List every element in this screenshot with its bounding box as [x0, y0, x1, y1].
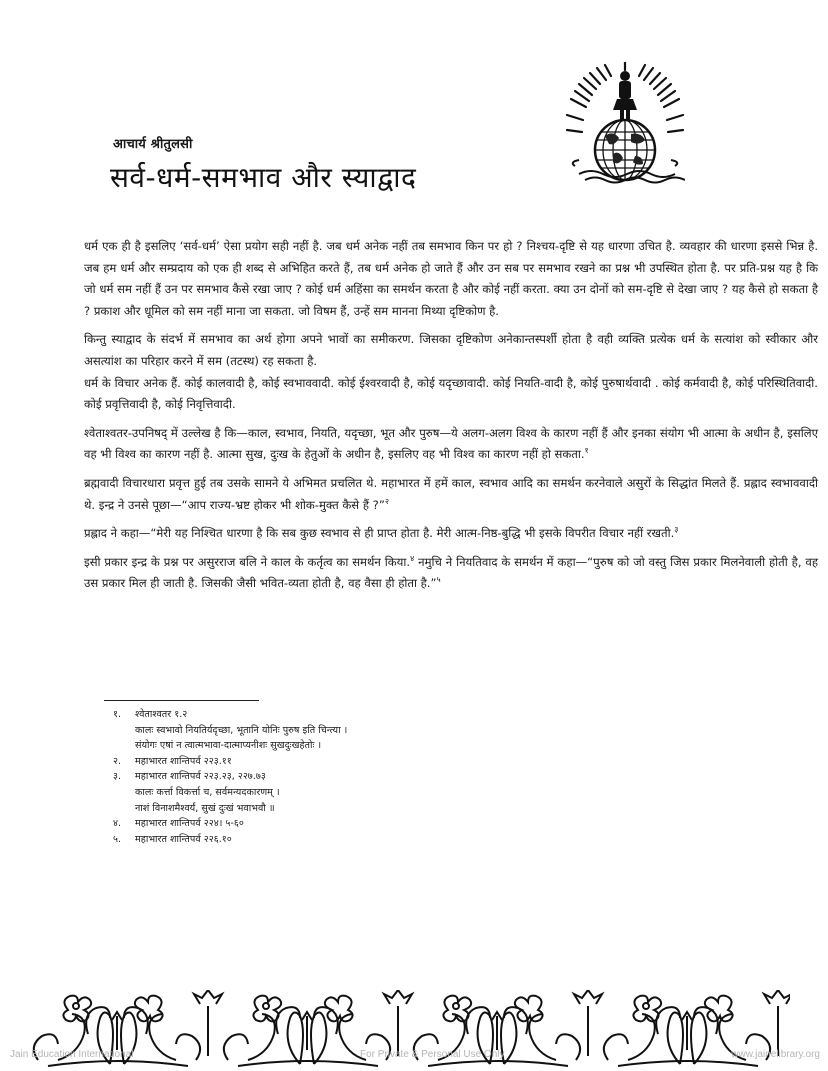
footnote-marker[interactable]: ३: [674, 525, 679, 535]
footnote-3: [113, 769, 533, 785]
paragraph-1: [84, 236, 818, 322]
watermark-url[interactable]: www.jainelibrary.org: [731, 1049, 820, 1060]
paragraph-4: [84, 423, 818, 466]
paragraph-text: श्वेताश्वतर-उपनिषद् में उल्लेख है कि—काल, स्वभाव, नियति, यदृच्छा, भूत और पुरुष—ये अलग-अलग विश्व के कारण नहीं हैं और इनका संयोग भी आत्मा के अधीन है, इसलिए वह भी विश्व का कारण नहीं है. आत्मा सुख, दुःख के हेतुओं के अधीन है, इसलिए वह भी विश्व का कारण नहीं हो सकता.: [84, 425, 818, 462]
paragraph-text: ब्रह्मवादी विचारधारा प्रवृत्त हुई तब उसके सामने ये अभिमत प्रचलित थे. महाभारत में हमें काल, स्वभाव आदि का समर्थन करनेवाले असुरों के सिद्धांत मिलते हैं. प्रह्लाद स्वभाववादी थे. इन्द्र ने उनसे पूछा—“आप राज्य-भ्रष्ट होकर भी शोक-मुक्त कैसे हैं ?”: [84, 475, 818, 512]
footnote-reference: महाभारत शान्तिपर्व २२४। ५-६०: [135, 818, 244, 830]
paragraph-text: धर्म के विचार अनेक हैं. कोई कालवादी है, कोई स्वभाववादी. कोई ईश्वरवादी है, कोई यदृच्छावादी. कोई नियति-वादी है, कोई पुरुषार्थवादी . कोई कर्मवादी है, कोई परिस्थितिवादी. कोई प्रवृत्तिवादी है, कोई निवृत्तिवादी.: [84, 375, 818, 412]
paragraph-5: [84, 473, 818, 516]
paragraph-text: इसी प्रकार इन्द्र के प्रश्न पर असुरराज बलि ने काल के कर्तृत्व का समर्थन किया.: [84, 554, 411, 569]
footnote-number: २.: [113, 755, 122, 767]
footnote-number: ५.: [113, 833, 122, 845]
paragraph-7: [84, 552, 818, 595]
watermark-middle: For Private & Personal Use Only: [360, 1049, 505, 1060]
footnote-number: ४.: [113, 818, 122, 830]
paragraph-text: प्रह्लाद ने कहा—“मेरी यह निश्चित धारणा है कि सब कुछ स्वभाव से ही प्राप्त होता है. मेरी आत्म-निष्ठ-बुद्धि भी इसके विपरीत विचार नहीं रखती.: [84, 526, 675, 541]
footnote-verse: संयोगः एषां न त्वात्मभावा-दात्माप्यनीशः सुखदुःखहेतोः ।: [135, 740, 322, 752]
footnotes: [113, 707, 533, 847]
footnote-1: [113, 707, 533, 723]
paragraph-3: [84, 373, 818, 416]
footnote-2: [113, 754, 533, 770]
watermark-left: Jain Education International: [10, 1049, 134, 1060]
footnote-verse: कालः स्वभावो नियतिर्यदृच्छा, भूतानि योनिः पुरुष इति चिन्त्या ।: [135, 724, 348, 736]
article-body: [84, 236, 818, 602]
footnote-number: ३.: [113, 771, 122, 783]
footnote-5: [113, 832, 533, 848]
footnote-4: [113, 816, 533, 832]
footnote-reference: महाभारत शान्तिपर्व २२३.११: [135, 755, 232, 767]
footnote-divider: [104, 700, 259, 701]
author-name: आचार्य श्रीतुलसी: [113, 137, 193, 152]
footnote-marker[interactable]: १: [584, 446, 589, 456]
footnote-reference: महाभारत शान्तिपर्व २२६.१०: [135, 833, 232, 845]
footnote-number: १.: [113, 709, 122, 720]
globe-with-figure-emblem: [565, 62, 685, 188]
footnote-reference: श्वेताश्वतर १.२: [135, 709, 188, 720]
footnote-verse: नाशं विनाशमैश्वर्यं, सुखं दुःखं भवाभवौ ॥: [135, 802, 275, 814]
footnote-marker[interactable]: ५: [436, 575, 441, 585]
paragraph-6: [84, 523, 818, 545]
footnote-verse: कालः कर्त्ता विकर्त्ता च, सर्वमन्यदकारणम् ।: [135, 786, 280, 798]
footnote-marker[interactable]: २: [384, 496, 389, 506]
paragraph-text: नमुचि ने नियतिवाद के समर्थन में कहा—“पुरुष को जो वस्तु जिस प्रकार मिलनेवाली होती है, वह उस प्रकार मिल ही जाती है. जिसकी जैसी भवित-व्यता होती है, वह वैसा ही होता है.”: [84, 554, 819, 591]
paragraph-2: [84, 329, 818, 372]
footnote-reference: महाभारत शान्तिपर्व २२३.२३, २२७.७३: [135, 771, 266, 783]
footnote-marker[interactable]: ४: [410, 553, 415, 563]
paragraph-text: किन्तु स्याद्वाद के संदर्भ में समभाव का अर्थ होगा अपने भावों का समीकरण. जिसका दृष्टिकोण अनेकान्तस्पर्शी होता है वही व्यक्ति प्रत्येक धर्म के सत्यांश को स्वीकार और असत्यांश का परिहार करने में सम (तटस्थ) रह सकता है.: [84, 332, 818, 368]
article-title: सर्व-धर्म-समभाव और स्याद्वाद: [110, 161, 417, 194]
paragraph-text: धर्म एक ही है इसलिए ‘सर्व-धर्म’ ऐसा प्रयोग सही नहीं है. जब धर्म अनेक नहीं तब समभाव किन पर हो ? निश्चय-दृष्टि से यह धारणा उचित है. व्यवहार की धारणा इससे भिन्न है. जब हम धर्म और सम्प्रदाय को एक ही शब्द से अभिहित करते हैं, तब धर्म अनेक हो जाते हैं और उन सब पर समभाव रखने का प्रश्न भी उपस्थित होता है. पर प्रति-प्रश्न यह है कि जो धर्म सम नहीं हैं उन पर समभाव कैसे रखा जाए ? कोई धर्म अहिंसा का समर्थन करता है और कोई नहीं करता. क्या उन दोनों को सम-दृष्टि से देखा जाए ? यह कैसे हो सकता है ? प्रकाश और धूमिल को सम नहीं माना जा सकता. जो विषम हैं, उन्हें सम मानना मिथ्या दृष्टिकोण है.: [84, 239, 818, 318]
